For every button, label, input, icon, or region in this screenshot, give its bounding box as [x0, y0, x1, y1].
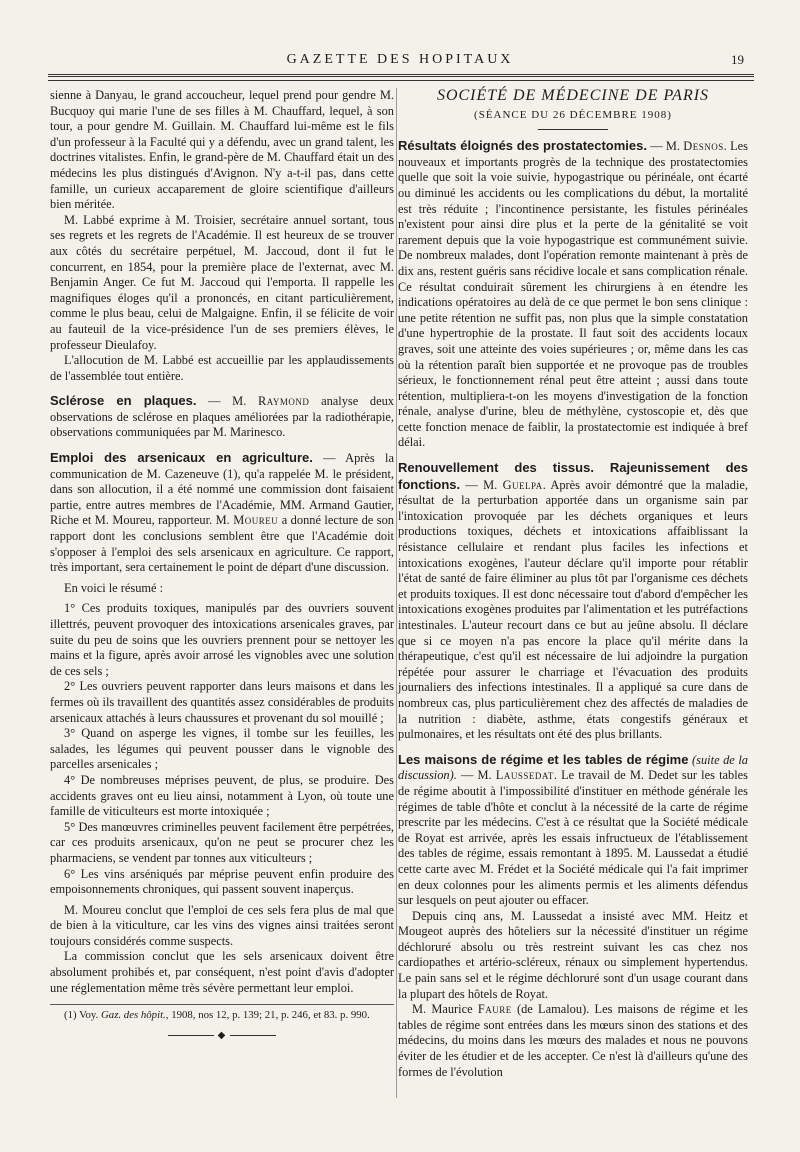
list-item: 4° De nombreuses méprises peuvent, de plus, se produire. Des accidents graves ont eu lieu ainsi, notamment à Lyon, où toute une famille de viticulteurs est morte intoxiquée ;: [50, 772, 394, 819]
section-heading: Résultats éloignés des prostatectomies.: [398, 138, 647, 154]
emploi-section: Emploi des arsenicaux en agriculture. — Après la communication de M. Cazeneuve (1), qu'a rappelée M. le président, dans son allocution, il a été nommé une commission dont faisaient partie, entre autres membres de l'Académie, MM. Armand Gautier, Riche et M. Moureu, rapporteur. M. Moureu a donné lecture de son rapport dont les conclusions semblent être que l'Académie doit s'opposer à l'emploi des sels arsenicaux en agriculture. Ce rapport, très important, sera certainement le point de départ d'une discussion.: [50, 450, 394, 575]
list-item: 3° Quand on asperge les vignes, il tombe sur les feuilles, les salades, les légumes qui peuvent pousser dans le vignoble des parcelles arsenicales ;: [50, 726, 394, 772]
paragraph: L'allocution de M. Labbé est accueillie par les applaudissements de l'assemblée tout entière.: [50, 353, 394, 383]
end-ornament: ◆: [50, 1028, 394, 1044]
list-item: 1° Ces produits toxiques, manipulés par des ouvriers souvent illettrés, peuvent provoquer des intoxications arsenicales graves, par suite du peu de soins que les ouvriers prennent pour se nettoyer les mains et la figure, après avoir arrosé les vignobles avec une solution de ces sels ;: [50, 601, 394, 678]
author-name: Desnos: [683, 139, 724, 154]
author-name: Moureu: [233, 513, 279, 528]
list-item: 6° Les vins arséniqués par méprise peuvent enfin produire des empoisonnements chroniques, qui passent souvent inaperçus.: [50, 866, 394, 897]
paragraph: M. Maurice Faure (de Lamalou). Les maisons de régime et les tables de régime sont entrées dans les mœurs sinon des stations et des médecins, du moins dans les mœurs des malades et nous ne pouvons éviter de les étudier et de les accepter. Ce n'est là d'ailleurs qu'une des formes de l'évolution: [398, 1002, 748, 1079]
paragraph: Depuis cinq ans, M. Laussedat a insisté avec MM. Heitz et Mougeot auprès des hôteliers sur la nécessité d'instituer un régime déchloruré absolu ou très restreint suivant les cas chez nos cardiopathes et artério-scléreux, rénaux ou simplement hypertendus. Le pain sans sel et le régime déchloruré sont d'un usage courant dans la plupart des hôtels de Royat.: [398, 908, 748, 1001]
renouvellement-section: Renouvellement des tissus. Rajeunissement des fonctions. — M. Guelpa. Après avoir démontré que la maladie, résultat de la perturbation apportée dans un organisme sain par l'intoxication provoquée par les déchets organiques et leurs productions toxiques, déchets et intoxications affaiblissant la résistance cellulaire et rendant plus faciles les infections et intoxications exogènes, l'auteur déclare qu'il importe pour rétablir l'état de santé de faire éliminer au plus tôt par l'organisme ces déchets et produits toxiques. Il est donc nécessaire tout d'abord d'empêcher les intoxications exogènes produites par l'alimentation et les putréfactions intestinales. L'auteur recourt dans ce but au jeûne absolu. Il déclare que si ce moyen n'a pas encore la place qu'il mérite dans la thérapeutique, c'est qu'il est nécessaire de lui adjoindre la purgation répétée pour assurer le charriage et l'évacuation des produits journaliers des infections intestinales. Il a appliqué sa cure dans de nombreux cas, plus particulièrement chez des affectés de maladies de la nutrition : diabète, asthme, états congestifs généraux et pulmonaires, et les résultats ont été des plus brillants.: [398, 460, 748, 742]
author-name: Raymond: [257, 394, 310, 409]
paragraph: sienne à Danyau, le grand accoucheur, lequel prend pour gendre M. Bucquoy qui marie l'une de ses filles à M. Chauffard, lequel, à son tour, a pour gendre M. Guillain. M. Chauffard lui-même est le fils d'un professeur à la Faculté qui y a défendu, avec un grand talent, les doctrines vitalistes. Enfin, le grand-père de M. Chauffard était un des médecins les plus distingués d'Avignon. N'y a-t-il pas, dans cette famille, un curieux accaparement de gloire scientifique d'ailleurs bien méritée.: [50, 88, 394, 212]
footnote: (1) Voy. Gaz. des hôpit., 1908, nos 12, p. 139; 21, p. 246, et 83. p. 990.: [64, 1009, 370, 1022]
section-heading: Renouvellement des tissus. Rajeunissement des fonctions.: [398, 460, 748, 492]
left-column: [50, 88, 394, 1044]
author-name: Guelpa: [502, 477, 543, 492]
section-heading: Les maisons de régime et les tables de régime: [398, 751, 689, 767]
header-rule: [48, 74, 754, 81]
paragraph: M. Labbé exprime à M. Troisier, secrétaire annuel sortant, tous ses regrets et les regrets de l'Académie. Il est heureux de se trouver aux côtés du secrétaire perpétuel, M. Jaccoud, dont il fut le concurrent, en 1854, pour la première place de l'externat, avec M. Benjamin Anger. Ce fut M. Jaccoud qui l'emporta. Il rappelle les magnifiques éloges qu'il a prononcés, en citant particulièrement, comme le plus beau, celui de Malgaigne. Enfin, il se félicite de voir au fauteuil de la vice-présidence l'un de ses premiers élèves, le professeur Dieulafoy.: [50, 212, 394, 352]
section-heading: Sclérose en plaques.: [50, 393, 197, 409]
journal-ref: Gaz. des hôpit.: [101, 1009, 166, 1022]
footnote-rule: [50, 1004, 394, 1005]
sclerose-section: Sclérose en plaques. — M. Raymond analyse deux observations de sclérose en plaques améliorées par la radiothérapie, observations communiquées par M. Marinesco.: [50, 393, 394, 440]
author-name: Laussedat: [495, 768, 554, 783]
maisons-section: Les maisons de régime et les tables de régime (suite de la discussion). — M. Laussedat. Le travail de M. Dedet sur les tables de régime aboutit à l'impossibilité d'instituer en méthode générale les régimes de table d'hôte et conclut à la nécessité de la carte de régime prescrite par les médecins. C'est à ce résultat que la Société médicale de Royat est arrivée, après les essais infructueux de l'établissement des tables de régime, essais remontant à 1895. M. Laussedat a étudié cette carte avec M. Frédet et la Société médicale qui l'a fait imprimer en deux colonnes pour les aliments permis et les aliments défendus sur lesquels on peut ajouter ou effacer.: [398, 751, 748, 908]
page-number: 19: [731, 52, 744, 67]
title-rule: [538, 129, 608, 130]
paragraph: La commission conclut que les sels arsenicaux doivent être absolument prohibés et, par conséquent, n'est point d'avis d'adopter une réglementation même très sévère permettant leur emploi.: [50, 949, 394, 995]
column-divider: [396, 88, 397, 1098]
paragraph: M. Moureu conclut que l'emploi de ces sels fera plus de mal que de bien à la viticulture, car les vins des vignes ainsi traitées seront toujours considérés comme suspects.: [50, 902, 394, 948]
running-title: GAZETTE DES HOPITAUX: [286, 52, 514, 67]
list-item: 5° Des manœuvres criminelles peuvent facilement être perpétrées, car ces produits arsenicaux, qu'on ne peut se procurer chez les pharmaciens, se vendent par tonnes aux viticulteurs ;: [50, 819, 394, 865]
author-name: Faure: [477, 1002, 512, 1017]
resume-intro: En voici le résumé :: [64, 580, 164, 595]
session-date: (SÉANCE DU 26 DÉCEMBRE 1908): [474, 108, 672, 121]
society-title: SOCIÉTÉ DE MÉDECINE DE PARIS: [436, 87, 710, 104]
list-item: 2° Les ouvriers peuvent rapporter dans leurs maisons et dans les fermes où ils travaillent des quantités assez considérables de produits arsenicaux attachés à leurs chaussures et provenant du sol mouillé ;: [50, 679, 394, 725]
right-column: [398, 88, 748, 1080]
section-heading: Emploi des arsenicaux en agriculture.: [50, 450, 313, 466]
prostatectomies-section: Résultats éloignés des prostatectomies. — M. Desnos. Les nouveaux et importants progrès de la technique des prostatectomies quelle que soit la voie suivie, hypogastrique ou périnéale, ont écarté ou diminué les accidents ou les complications du début, la mortalité est très réduite ; l'incontinence persistante, les fistules périnéales n'existent pour ainsi dire plus et la perte de la génitalité se voit rarement depuis que la voie hypogastrique est communément suivie. De nombreux malades, dont l'opération remonte maintenant à près de dix ans, restent guéris sans récidive locale et sans complication rénale. Ce résultat conduirait sûrement les chirurgiens à en étendre les indications opératoires au delà de ce que permet le bon sens clinique : une petite rétention ne suffit pas, non plus que la simple constatation d'une hypertrophie de la prostate. Il faut soit des accidents locaux graves, soit une atteinte des voies supérieures ; or, même dans les cas où la rétention paraît bien supportée et ne provoque pas de troubles sérieux, le fonctionnement rénal peut être atteint ; aussi dans toute rétention, multipliera-t-on les moyens d'investigation de la fonction rénale, analyse d'urine, bleu de méthylène, cystoscopie et, dès que cette fonction menace de faiblir, la prostatectomie est indiquée à bref délai.: [398, 138, 748, 450]
